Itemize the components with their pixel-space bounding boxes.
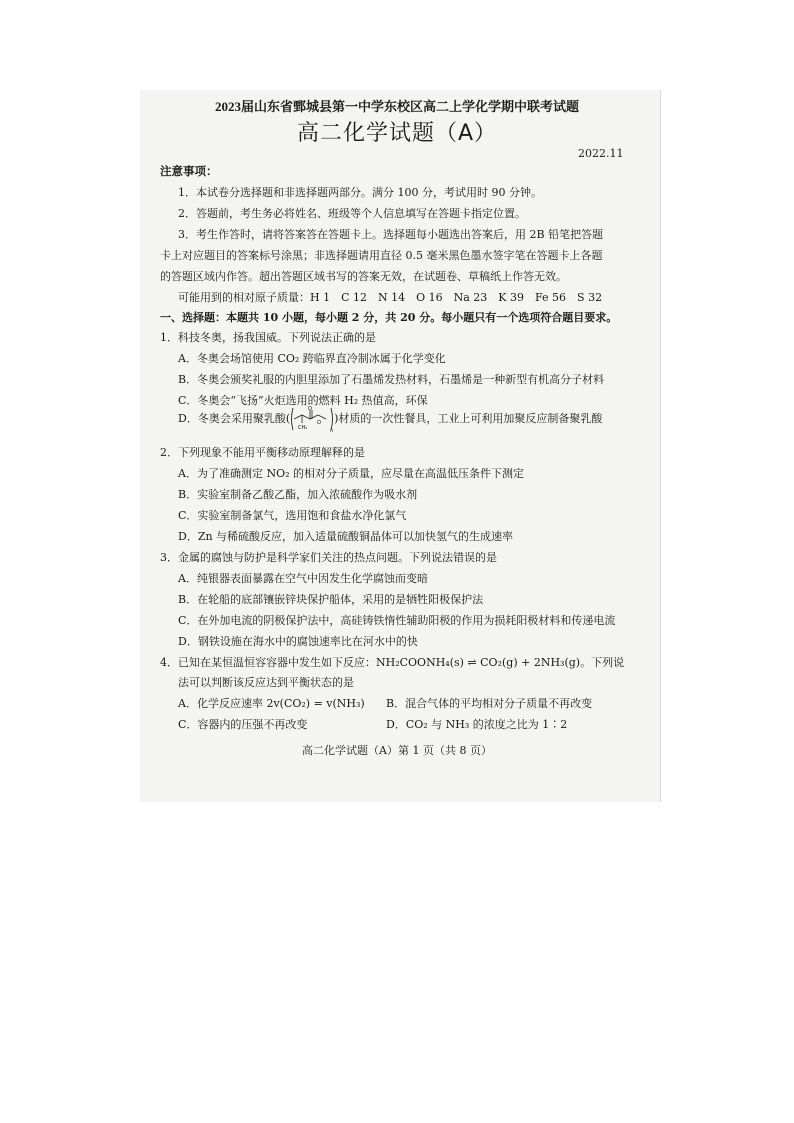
q3-stem: 3．金属的腐蚀与防护是科学家们关注的热点问题。下列说法错误的是 xyxy=(160,551,497,564)
q4-option-b: B．混合气体的平均相对分子质量不再改变 xyxy=(386,697,593,710)
q3-option-a: A．纯银器表面暴露在空气中因发生化学腐蚀而变暗 xyxy=(178,572,428,585)
struct-n-label: n xyxy=(330,428,334,432)
q1-option-d-prefix: D．冬奥会采用聚乳酸( xyxy=(178,412,291,425)
q1-option-b: B．冬奥会颁奖礼服的内胆里添加了石墨烯发热材料，石墨烯是一种新型有机高分子材料 xyxy=(178,373,605,386)
q1-option-c: C．冬奥会“飞扬”火炬选用的燃料 H₂ 热值高，环保 xyxy=(178,394,428,407)
q1-stem: 1．科技冬奥，扬我国威。下列说法正确的是 xyxy=(160,331,376,344)
q3-option-c: C．在外加电流的阴极保护法中，高硅铸铁惰性辅助阳极的作用为损耗阳极材料和传递电流 xyxy=(178,614,616,627)
q4-stem-line-2: 法可以判断该反应达到平衡状态的是 xyxy=(178,676,354,689)
q4-stem-line-1: 4．已知在某恒温恒容容器中发生如下反应：NH₂COONH₄(s) ⇌ CO₂(g) + 2NH₃(g)。下列说 xyxy=(160,656,625,669)
section-1-heading: 一、选择题：本题共 10 小题，每小题 2 分，共 20 分。每小题只有一个选项符合题目要求。 xyxy=(160,311,618,324)
q2-option-a: A．为了准确测定 NO₂ 的相对分子质量，应尽量在高温低压条件下测定 xyxy=(178,467,524,480)
q3-option-d: D．钢铁设施在海水中的腐蚀速率比在河水中的快 xyxy=(178,635,418,648)
note-3-line-2: 卡上对应题目的答案标号涂黑；非选择题请用直径 0.5 毫米黑色墨水签字笔在答题卡上各题 xyxy=(160,249,603,262)
note-3-line-1: 3．考生作答时，请将答案答在答题卡上。选择题每小题选出答案后，用 2B 铅笔把答题 xyxy=(178,228,604,241)
q2-option-d: D．Zn 与稀硫酸反应，加入适量硫酸铜晶体可以加快氢气的生成速率 xyxy=(178,530,514,543)
q2-stem: 2．下列现象不能用平衡移动原理解释的是 xyxy=(160,446,365,459)
q4-option-d: D．CO₂ 与 NH₃ 的浓度之比为 1∶2 xyxy=(386,718,568,731)
note-2: 2．答题前，考生务必将姓名、班级等个人信息填写在答题卡指定位置。 xyxy=(178,207,526,220)
polylactic-acid-structure xyxy=(290,406,334,432)
q1-option-d-suffix: )材质的一次性餐具，工业上可利用加聚反应制备聚乳酸 xyxy=(334,412,603,425)
notes-heading: 注意事项： xyxy=(160,164,218,178)
struct-oxygen-label: O xyxy=(308,406,313,412)
struct-ester-oxygen-label: O xyxy=(317,420,322,426)
q4-option-a: A．化学反应速率 2v(CO₂) = v(NH₃) xyxy=(178,697,365,710)
q4-option-c: C．容器内的压强不再改变 xyxy=(178,718,308,731)
note-1: 1．本试卷分选择题和非选择题两部分。满分 100 分，考试用时 90 分钟。 xyxy=(178,186,542,199)
q3-option-b: B．在轮船的底部镶嵌锌块保护船体，采用的是牺牲阳极保护法 xyxy=(178,593,484,606)
q1-option-d xyxy=(178,406,602,432)
q1-option-a: A．冬奥会场馆使用 CO₂ 跨临界直冷制冰属于化学变化 xyxy=(178,352,446,365)
exam-date: 2022.11 xyxy=(578,147,624,160)
page-footer: 高二化学试题（A）第 1 页（共 8 页） xyxy=(302,744,492,757)
paper-title: 高二化学试题（A） xyxy=(296,121,498,146)
atomic-masses: 可能用到的相对原子质量：H 1 C 12 N 14 O 16 Na 23 K 39 Fe 56 S 32 xyxy=(178,291,603,304)
note-3-line-3: 的答题区域内作答。超出答题区域书写的答案无效，在试题卷、草稿纸上作答无效。 xyxy=(160,270,567,283)
q2-option-b: B．实验室制备乙酸乙酯，加入浓硫酸作为吸水剂 xyxy=(178,488,418,501)
struct-methyl-label: CH₃ xyxy=(298,425,308,431)
document-title: 2023届山东省鄄城县第一中学东校区高二上学化学期中联考试题 xyxy=(214,99,579,114)
q2-option-c: C．实验室制备氯气，选用饱和食盐水净化氯气 xyxy=(178,509,407,522)
